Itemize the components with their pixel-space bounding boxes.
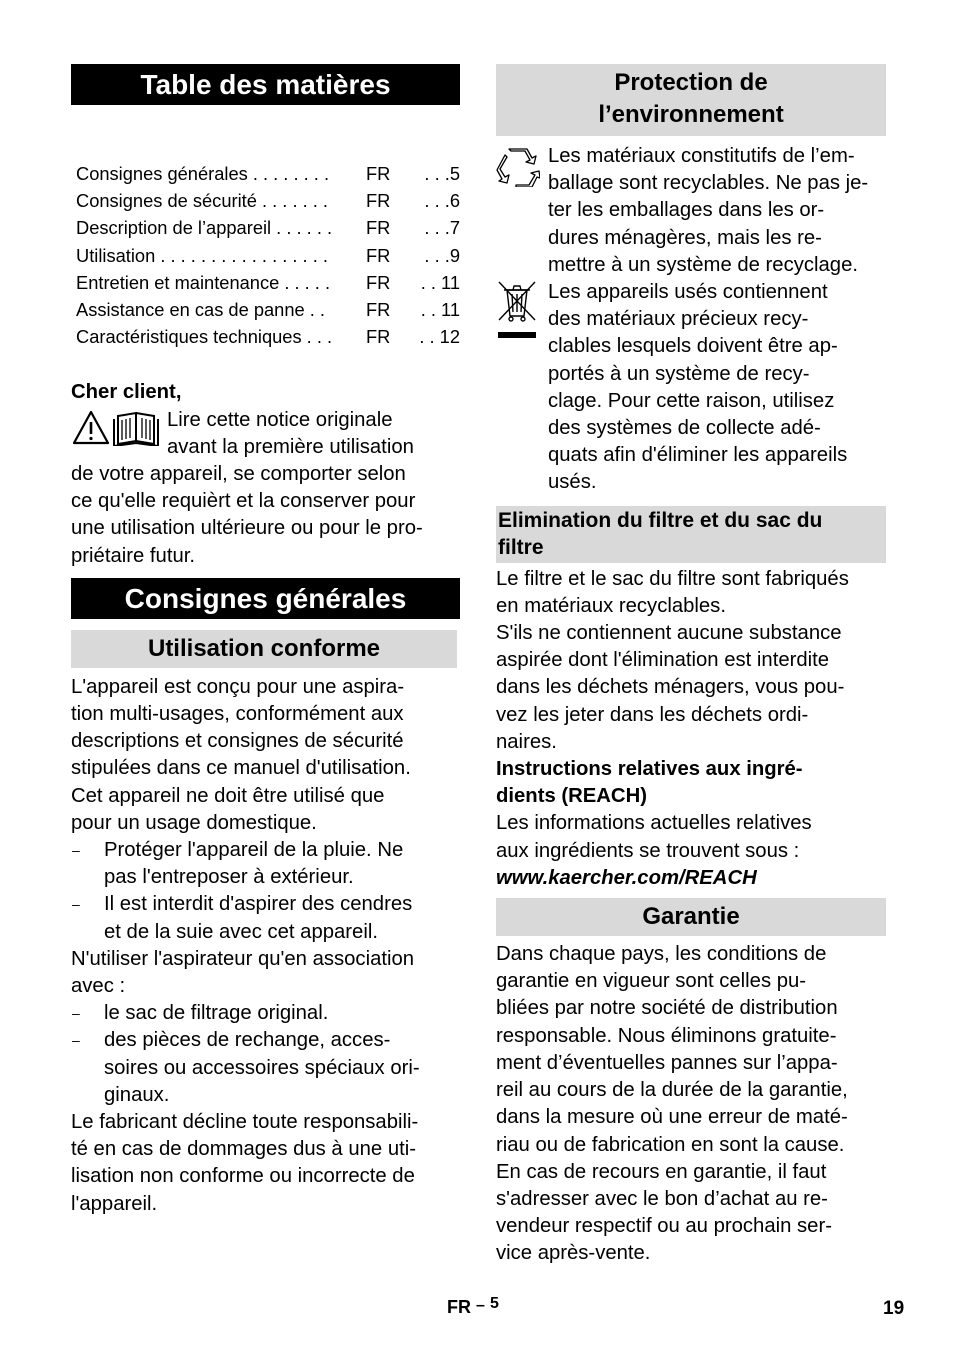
right-column xyxy=(496,64,886,1268)
text-line: Les informations actuelles relatives xyxy=(496,812,812,835)
toc-entry-page: . . .7 xyxy=(424,217,460,239)
text-line: dans les déchets ménagers, vous pou- xyxy=(496,676,845,699)
toc-entry-lang: FR xyxy=(366,326,391,348)
text-line: responsable. Nous éliminons gratuite- xyxy=(496,1024,837,1047)
toc-entry-lang: FR xyxy=(366,217,391,239)
usage-heading: Utilisation conforme xyxy=(71,630,457,668)
intro-line: de votre appareil, se comporter selon xyxy=(71,462,406,485)
toc-entry[interactable] xyxy=(76,296,460,323)
text-line: usés. xyxy=(548,471,597,494)
text-line: tion multi-usages, conformément aux xyxy=(71,702,404,725)
filter-heading xyxy=(496,506,886,563)
recycling-icon-svg xyxy=(496,147,540,187)
text-line: pas l'entreposer à extérieur. xyxy=(104,866,354,889)
text-line: ter les emballages dans les or- xyxy=(548,199,825,222)
text-line: vice après-vente. xyxy=(496,1242,651,1265)
text-line: dans la mesure où une erreur de maté- xyxy=(496,1106,848,1129)
text-line: clage. Pour cette raison, utilisez xyxy=(548,389,835,412)
heading-line: filtre xyxy=(498,535,544,559)
text-line: vendeur respectif ou au prochain ser- xyxy=(496,1215,832,1238)
reach-heading-line: Instructions relatives aux ingré- xyxy=(496,758,803,781)
text-line: riau ou de fabrication en sont la cause. xyxy=(496,1133,845,1156)
toc-entry-title: Utilisation . . . . . . . . . . . . . . . . . xyxy=(76,244,328,266)
footer-dash: – xyxy=(476,1297,485,1314)
text-line: reil au cours de la durée de la garantie, xyxy=(496,1079,848,1102)
warning-manual-icon xyxy=(71,407,167,461)
toc-entry-page: . . 12 xyxy=(419,326,460,348)
crossed-bin-icon-svg xyxy=(496,278,540,344)
text-line: ginaux. xyxy=(104,1083,170,1106)
toc-heading: Table des matières xyxy=(71,64,460,105)
text-line: en matériaux recyclables. xyxy=(496,594,726,617)
list-item xyxy=(71,1027,460,1109)
toc-entry[interactable] xyxy=(76,214,460,241)
recycling-text xyxy=(548,143,886,279)
read-manual-notice xyxy=(71,407,460,461)
text-line: Les appareils usés contiennent xyxy=(548,281,828,304)
intro-line: ce qu'elle requièrt et la conserver pour xyxy=(71,490,416,513)
warning-book-icon xyxy=(73,410,163,446)
text-line: N'utiliser l'aspirateur qu'en association xyxy=(71,947,415,970)
toc-entry-page: . . .5 xyxy=(424,163,460,184)
text-line: S'ils ne contiennent aucune substance xyxy=(496,622,842,645)
toc-entry-title: Description de l’appareil . . . . . . xyxy=(76,217,333,239)
text-line: En cas de recours en garantie, il faut xyxy=(496,1160,827,1183)
notice-line: avant la première utilisation xyxy=(167,435,414,458)
crossed-bin-icon xyxy=(496,279,548,497)
text-line: quats afin d'éliminer les appareils xyxy=(548,444,848,467)
toc-entry-page: . . 11 xyxy=(420,271,460,293)
reach-heading-line: dients (REACH) xyxy=(496,785,647,808)
toc-entry-title: Consignes de sécurité . . . . . . . xyxy=(76,190,328,212)
toc-entry-lang: FR xyxy=(366,244,391,266)
list-item xyxy=(71,1000,460,1027)
text-line: bliées par notre société de distribution xyxy=(496,997,838,1020)
list-item xyxy=(71,891,460,945)
left-column xyxy=(71,64,460,1218)
heading-line: Elimination du filtre et du sac du xyxy=(498,508,823,532)
toc-entry-page: . . .6 xyxy=(424,190,460,212)
toc-entry[interactable] xyxy=(76,269,460,296)
warranty-body xyxy=(496,941,886,1267)
text-line: aux ingrédients se trouvent sous : xyxy=(496,839,800,862)
footer-page-number: 19 xyxy=(883,1298,905,1319)
text-line: aspirée dont l'élimination est interdite xyxy=(496,649,830,672)
bullet-dash: – xyxy=(72,841,80,858)
footer-section-page: 5 xyxy=(489,1295,499,1312)
text-line: le sac de filtrage original. xyxy=(104,1002,329,1025)
footer-section-marker xyxy=(447,1297,499,1318)
text-line: Protéger l'appareil de la pluie. Ne xyxy=(104,838,404,861)
toc-entry-lang: FR xyxy=(366,271,391,293)
text-line: portés à un système de recy- xyxy=(548,362,810,385)
notice-line: Lire cette notice originale xyxy=(167,408,393,431)
text-line: Dans chaque pays, les conditions de xyxy=(496,943,827,966)
recycling-notice xyxy=(496,143,886,279)
toc-entry-title: Assistance en cas de panne . . xyxy=(76,298,325,320)
text-line: L'appareil est conçu pour une aspira- xyxy=(71,675,405,698)
heading-line: l’environnement xyxy=(598,101,784,128)
text-line: Le fabricant décline toute responsabili- xyxy=(71,1110,419,1133)
text-line: et de la suie avec cet appareil. xyxy=(104,920,378,943)
bullet-dash: – xyxy=(72,896,80,913)
toc-entry-lang: FR xyxy=(366,163,391,184)
text-line: pour un usage domestique. xyxy=(71,811,317,834)
text-line: té en cas de dommages dus à une uti- xyxy=(71,1138,416,1161)
bullet-dash: – xyxy=(72,1005,80,1022)
text-line: des pièces de rechange, acces- xyxy=(104,1029,391,1052)
intro-section xyxy=(71,379,460,569)
text-line: des systèmes de collecte adé- xyxy=(548,417,821,440)
warranty-heading: Garantie xyxy=(496,898,886,936)
toc-entry[interactable] xyxy=(76,187,460,214)
text-line: stipulées dans ce manuel d'utilisation. xyxy=(71,757,411,780)
toc-entry[interactable] xyxy=(76,323,460,350)
table-of-contents xyxy=(76,160,460,350)
environment-heading xyxy=(496,64,886,136)
text-line: Il est interdit d'aspirer des cendres xyxy=(104,893,413,916)
intro-line: une utilisation ultérieure ou pour le pro- xyxy=(71,517,423,540)
toc-entry-title: Entretien et maintenance . . . . . xyxy=(76,271,331,293)
intro-line: priétaire futur. xyxy=(71,544,196,567)
weee-notice xyxy=(496,279,886,497)
text-line: l'appareil. xyxy=(71,1192,158,1215)
text-line: ment d’éventuelles pannes sur l’appa- xyxy=(496,1051,838,1074)
text-line: clables lesquels doivent être ap- xyxy=(548,335,838,358)
text-line: s'adresser avec le bon d’achat au re- xyxy=(496,1187,828,1210)
text-line: ballage sont recyclables. Ne pas je- xyxy=(548,172,869,195)
text-line: Cet appareil ne doit être utilisé que xyxy=(71,784,385,807)
toc-entry[interactable] xyxy=(76,160,460,187)
toc-entry-lang: FR xyxy=(366,190,391,212)
toc-entry[interactable] xyxy=(76,242,460,269)
text-line: Les matériaux constitutifs de l’em- xyxy=(548,145,855,167)
text-line: naires. xyxy=(496,730,557,753)
text-line: descriptions et consignes de sécurité xyxy=(71,730,404,753)
weee-text xyxy=(548,279,886,497)
toc-entry-lang: FR xyxy=(366,298,391,320)
text-line: soires ou accessoires spéciaux ori- xyxy=(104,1056,420,1079)
toc-entry-page: . . 11 xyxy=(420,298,460,320)
text-line: vez les jeter dans les déchets ordi- xyxy=(496,703,809,726)
environment-body xyxy=(496,143,886,497)
text-line: lisation non conforme ou incorrecte de xyxy=(71,1165,415,1188)
list-item xyxy=(71,837,460,891)
toc-entry-page: . . .9 xyxy=(424,244,460,266)
toc-entry-title: Consignes générales . . . . . . . . xyxy=(76,163,330,184)
general-heading: Consignes générales xyxy=(71,578,460,619)
recycling-icon xyxy=(496,143,548,279)
bullet-dash: – xyxy=(72,1032,80,1049)
text-line: avec : xyxy=(71,974,126,997)
heading-line: Protection de xyxy=(614,69,768,96)
reach-link[interactable]: www.kaercher.com/REACH xyxy=(496,866,757,889)
text-line: garantie en vigueur sont celles pu- xyxy=(496,970,807,993)
text-line: Le filtre et le sac du filtre sont fabriqués xyxy=(496,567,849,590)
text-line: dures ménagères, mais les re- xyxy=(548,226,822,249)
salutation: Cher client, xyxy=(71,381,182,404)
notice-text xyxy=(167,407,460,461)
filter-body xyxy=(496,566,886,892)
text-line: des matériaux précieux recy- xyxy=(548,308,809,331)
text-line: mettre à un système de recyclage. xyxy=(548,253,858,276)
usage-body xyxy=(71,674,460,1218)
toc-entry-title: Caractéristiques techniques . . . xyxy=(76,326,333,348)
footer-lang: FR xyxy=(447,1297,471,1317)
